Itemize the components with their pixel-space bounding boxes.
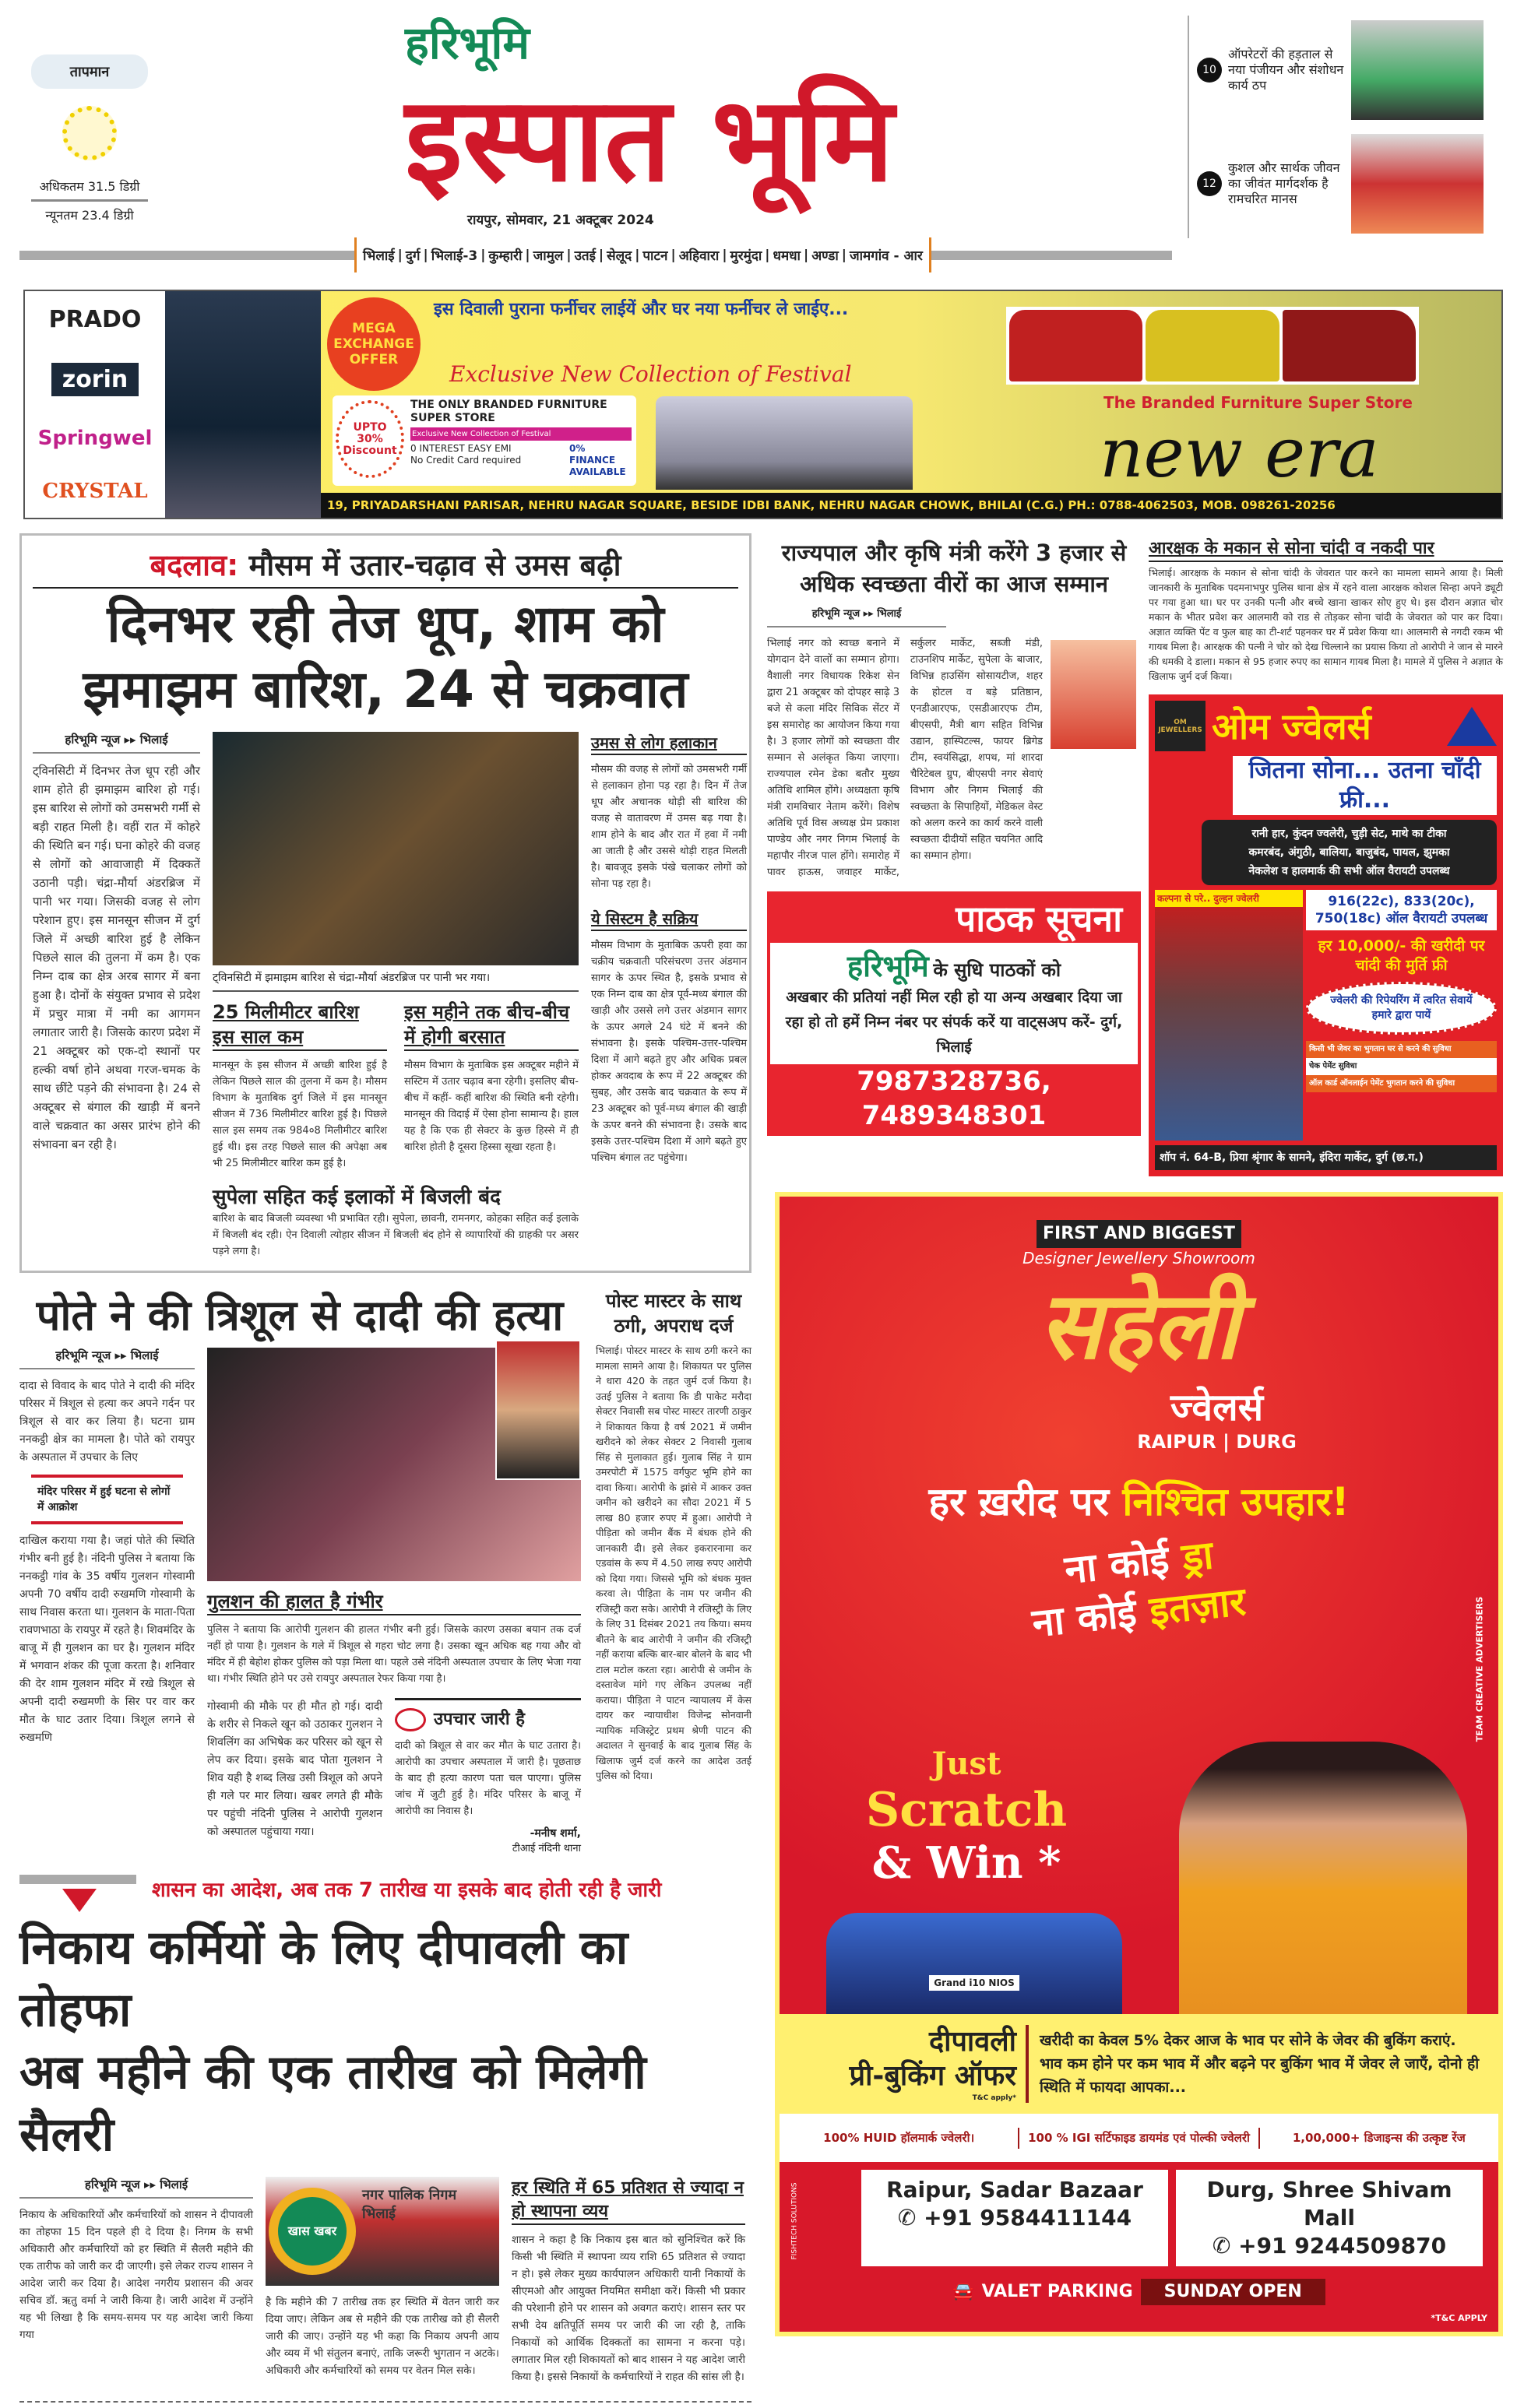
nav-separator: | [397, 247, 403, 263]
photo-caption: ट्विनसिटी में झमाझम बारिश से चंद्रा-मौर्या अंडरब्रिज पर पानी भर गया। [213, 965, 579, 992]
sub-body: मानसून के इस सीजन में अच्छी बारिश हुई है लेकिन पिछले साल की तुलना में कम है। मौसम विभाग के मुताबिक दुर्ग जिले में इस मानसून सीजन में 736 मिलीमीटर बारिश हुई है। पिछले साल इस समय तक 984०8 मिलीमीटर बारिश हुई थी। इस तरह पिछले साल की अपेक्षा अब भी 25 मिलीमीटर बारिश कम हुई है। [213, 1060, 387, 1169]
om-logo: OM JEWELLERS [1155, 701, 1206, 751]
offer-title: प्री-बुकिंग ऑफर [849, 2060, 1016, 2092]
quote-author: -मनीष शर्मा, [530, 1827, 581, 1840]
nav-separator: | [480, 247, 486, 263]
byline: हरिभूमि न्यूज ▸▸ भिलाई [767, 607, 946, 627]
store-card[interactable] [861, 2170, 1168, 2266]
hallmark-icon [1447, 707, 1497, 746]
sofa-image [656, 396, 913, 490]
facility-item: किसी भी जेवर का भुगतान घर से करने की सुविधा [1306, 1041, 1497, 1058]
story-kicker [33, 547, 738, 589]
prize-car-image [826, 1913, 1122, 2014]
brand-logo: PRADO [48, 306, 142, 334]
brand-logo: CRYSTAL [42, 479, 148, 503]
story-body: भिलाई। आरक्षक के मकान से सोना चांदी के जेवरात पार करने का मामला सामने आया है। मिली जानकारी के मुताबिक पदमनाभपुर पुलिस थाना क्षेत्र में रहने वाला आरक्षक कोशल सिन्हा अपने ड्यूटी पर गया हुआ था। घर पर उनकी पत्नी और बच्चे खाना खाकर सोए हुए थे। इस दौरान अज्ञात चोर मकान के भीतर प्रवेश कर आलमारी को राड से तोड़कर सोना चांदी के जेवरात को पार कर दिया। अज्ञात व्यक्ति पेंट व फुल बाह का टी-शर्ट पहनकर घर में प्रवेश किया था। आलमारी से नगदी रकम भी गायब मिला है। आरक्षक की पत्नी ने चोर को देख चिल्लाने का प्रयास किया तो आरोपी ने जान से मारने की धमकी दे डाला। मकान से 95 हजार रुपए का सामान गायब मिला है। मामले में पुलिस ने अज्ञात के खिलाफ जुर्म दर्ज किया। [1149, 567, 1503, 682]
story-body: दादा से विवाद के बाद पोते ने दादी की मंदिर परिसर में त्रिशूल से हत्या कर अपने गर्दन पर त्रिशूल से वार कर लिया है। घटना ग्राम ननकट्ठी क्षेत्र का मामला है। पोते को रायपुर के अस्पताल में उपचार के लिए [19, 1380, 195, 1464]
teaser-item[interactable] [1197, 129, 1507, 238]
brand-logo: zorin [51, 363, 139, 396]
saheli-jewellers-ad[interactable] [775, 1192, 1503, 2336]
nav-separator: | [841, 247, 846, 263]
story-headline-2[interactable]: अब महीने की एक तारीख को मिलेगी सैलरी [19, 2045, 646, 2162]
location-link[interactable]: सेलूद [607, 248, 632, 264]
story-body: है कि महीने की 7 तारीख तक हर स्थिति में वेतन जारी कर दिया जाए। लेकिन अब से महीने की एक तारीख को ही सैलरी जारी की जाए। उन्होंने यह भी कहा कि निकाय अपनी आय और व्यय में भी संतुलन बनाएं, ताकि जरूरी भुगतान न अटके। अधिकारी और कर्मचारियों को समय पर वेतन मिल सके। [266, 2296, 499, 2377]
mega-offer-badge: MEGA EXCHANGE OFFER [327, 297, 421, 391]
weather-story [19, 533, 751, 1273]
story-headline-1[interactable]: निकाय कर्मियों के लिए दीपावली का तोहफा [19, 1921, 628, 2037]
ad-headline: इस दिवाली पुराना फर्नीचर लाईयें और घर नया फर्नीचर ले जाईए... [434, 300, 849, 319]
sofa-red-image [1009, 310, 1142, 381]
nigam-photo [266, 2177, 499, 2286]
brand-logos [25, 291, 165, 518]
offer-text: खरीदी का केवल 5% देकर आज के भाव पर सोने के जेवर की बुकिंग कराएं. भाव कम होने पर कम भाव में और बढ़ने पर बुकिंग भाव में जेवर ले जाएँ, दोनो ही स्थिति में फायदा आपका... [1040, 2032, 1480, 2096]
offer-card [333, 395, 636, 486]
store-phone: +91 9244509870 [1238, 2233, 1447, 2259]
nav-separator: | [525, 247, 530, 263]
tag-highlight: ड्रा [1180, 1532, 1216, 1581]
byline: हरिभूमि न्यूज ▸▸ भिलाई [19, 1348, 195, 1369]
offer-title: दीपावली [929, 2026, 1016, 2058]
scratch-text: & Win * [871, 1837, 1061, 1889]
brand-logo: Springwel [37, 426, 153, 450]
teaser-photo [1351, 134, 1484, 234]
pathak-suchna-box [767, 891, 1141, 1136]
only-store-text: THE ONLY BRANDED FURNITURE SUPER STORE [410, 399, 607, 424]
store-name: Durg, Shree Shivam Mall [1206, 2177, 1452, 2230]
notice-title: पाठक सूचना [956, 898, 1122, 940]
kicker-label: बदलाव: [150, 548, 239, 582]
location-link[interactable]: जामगांव - आर [849, 248, 923, 264]
phone-icon: ✆ [1212, 2233, 1239, 2259]
item-line: रानी हार, कुंदन ज्वलेरी, चुड़ी सेट, माथे का टीका [1251, 828, 1447, 840]
location-link[interactable]: मुरमुंदा [730, 248, 762, 264]
om-jewellers-ad[interactable] [1149, 694, 1503, 1176]
no-card-text: No Credit Card required [410, 455, 522, 466]
tag-text: ना कोई [1062, 1537, 1171, 1593]
rajyapal-story [767, 537, 1141, 881]
phone-icon: ✆ [897, 2205, 924, 2230]
nav-separator: | [803, 247, 809, 263]
quote-role: टीआई नंदिनी थाना [512, 1843, 581, 1854]
page-number: 12 [1197, 171, 1222, 196]
item-line: कमरबंद, अंगुठी, बालिया, बाजुबंद, पायल, झुमका [1248, 846, 1450, 859]
sun-icon [62, 106, 117, 160]
discount-badge: UPTO 30% Discount [336, 400, 404, 478]
nav-separator: | [722, 247, 727, 263]
feature-strip [780, 2114, 1498, 2162]
sunday-label: SUNDAY OPEN [1141, 2279, 1325, 2305]
arakshak-story [1149, 537, 1503, 684]
store-name: Raipur, Sadar Bazaar [886, 2177, 1143, 2202]
story-headline[interactable]: राज्यपाल और कृषि मंत्री करेंगे 3 हजार से अधिक स्वच्छता वीरों का आज सम्मान [781, 540, 1127, 597]
feature-item: 100% HUID हॉलमार्क ज्वेलरी। [780, 2128, 1019, 2149]
tc-note: T&C apply* [972, 2094, 1016, 2102]
chaise-image [1283, 310, 1416, 381]
left-column [19, 533, 751, 2403]
weather-label: तापमान [31, 54, 148, 89]
location-link[interactable]: अहिवारा [678, 248, 720, 264]
story-body: दाखिल कराया गया है। जहां पोते की स्थिति गंभीर बनी हुई है। नंदिनी पुलिस ने बताया कि ननकट्ठी गांव के 35 वर्षीय गुलशन गोस्वामी अपनी 70 वर्षीय दादी रुखमणि गोस्वामी के साथ निवास करता था। गुलशन के माता-पिता रावणभाठा के रायपुर में रहते है। शिवमंदिर के बाजू में ही गुलशन का घर है। गुलशन मंदिर में भगवान शंकर की पूजा करता है। शनिवार की देर शाम गुलशन मंदिर में रखे त्रिशूल से अपनी दादी रुखमणी के सिर पर वार कर मौत के घाट उतार दिया। त्रिशूल लगने से रुखमणि [19, 1534, 195, 1744]
teaser-text: ऑपरेटरों की हड़ताल से नया पंजीयन और संशोधन कार्य ठप [1228, 47, 1344, 93]
location-nav [354, 237, 931, 272]
tag-text: हर ख़रीद पर [928, 1479, 1109, 1524]
location-link[interactable]: उतई [574, 248, 596, 264]
pote-story [19, 1288, 751, 1856]
facility-list [1306, 1041, 1497, 1092]
saheli-logo: सहेली [1038, 1272, 1240, 1380]
scratch-text: Scratch [865, 1783, 1068, 1837]
page-number: 10 [1197, 58, 1222, 83]
location-link[interactable]: धमधा [773, 248, 801, 264]
dateline: रायपुर, सोमवार, 21 अक्टूबर 2024 [467, 213, 654, 228]
max-temp: अधिकतम 31.5 डिग्री [31, 178, 148, 202]
showroom-sub: Designer Jewellery Showroom [1022, 1249, 1255, 1267]
om-items [1202, 820, 1497, 885]
cities: RAIPUR | DURG [1137, 1431, 1297, 1453]
om-name: ओम ज्वेलर्स [1212, 705, 1371, 747]
ad-tagline: The Branded Furniture Super Store [1103, 393, 1413, 412]
bridal-tag: कल्पना से परे.. दुल्हन ज्वेलरी [1155, 890, 1303, 907]
om-offer: जितना सोना... उतना चाँदी फ्री... [1233, 756, 1497, 815]
chevron-down-icon [19, 1875, 136, 1906]
gift-text: हर 10,000/- की खरीदी पर चांदी की मुर्ति फ्री [1318, 937, 1485, 974]
newera-logo: new era [1100, 413, 1379, 493]
subhead: उमस से लोग हलाकान [591, 732, 747, 755]
accused-photo [495, 1340, 581, 1480]
story-body: गोस्वामी की मौके पर ही मौत हो गई। दादी के शरीर से निकले खून को उठाकर गुलशन ने शिवलिंग का अभिषेक कर परिसर को खून से लेप कर दिया। इसके बाद पोता गुलशन ने शिव यही है शब्द लिख उसी त्रिशूल को अपने ही गले पर मार लिया। खबर लगते ही मौके पर पहुंची नंदिनी पुलिस ने आरोपी गुलशन को अस्पातल पहुंचाया गया। [207, 1700, 382, 1838]
location-link[interactable]: भिलाई-3 [431, 248, 478, 264]
masthead-logo: इस्पात भूमि [405, 72, 894, 208]
purity-text: 916(22c), 833(20c), 750(18c) ऑल वैरायटी उपलब्ध [1306, 890, 1497, 930]
ad-address: 19, PRIYADARSHANI PARISAR, NEHRU NAGAR SQUARE, BESIDE IDBI BANK, NEHRU NAGAR CHOWK, BHILAI (C.G.) PH.: 0788-4062503, MOB. 098261-20256 [321, 493, 1501, 518]
subhead: 25 मिलीमीटर बारिश इस साल कम [213, 1000, 387, 1051]
nikay-story [19, 1875, 751, 2403]
byline: हरिभूमि न्यूज ▸▸ भिलाई [19, 2177, 253, 2199]
story-kicker: शासन का आदेश, अब तक 7 तारीख या इसके बाद होती रही है जारी [152, 1879, 662, 1902]
nav-separator: | [765, 247, 770, 263]
feature-item: 1,00,000+ डिजाइन्स की उत्कृष्ट रेंज [1292, 2130, 1466, 2145]
sofa-yellow-image [1146, 310, 1279, 381]
location-link[interactable]: जामुल [533, 248, 564, 264]
page-divider [19, 2401, 751, 2403]
shivling-photo [207, 1348, 581, 1581]
location-link[interactable]: पाटन [642, 248, 668, 264]
story-headline[interactable]: पोते ने की त्रिशूल से दादी की हत्या [36, 1291, 564, 1340]
notice-line: के सुधि पाठकों को [933, 959, 1061, 981]
sub-body: शासन ने कहा है कि निकाय इस बात को सुनिश्चित करें कि किसी भी स्थिति में स्थापना व्यय राशि 65 प्रतिशत से ज्यादा न हो। इसे लेकर मुख्य कार्यपालन अधिकारी यानी निकायों के सीएमओ और आयुक्त नियमित समीक्षा करें। किसी भी प्रकार की परेशानी होने पर शासन को अवगत कराएं। शासन स्तर पर सभी देय क्षतिपूर्ति समय पर जारी की जा रही है, ताकि निकायों को आर्थिक दिक्कतों का सामना न करना पड़े। लगातार मिल रही शिकायतों को बाद शासन ने यह आदेश जारी किया है। इससे निकायों के कर्मचारियों ने राहत की सांस ली है। [512, 2234, 745, 2383]
notice-text: अखबार की प्रतियां नहीं मिल रही हो या अन्य अखबार दिया जा रहा हो तो हमें निम्न नंबर पर संपर्क करें या वाट्सअप करें- दुर्ग, भिलाई [785, 989, 1123, 1056]
repair-badge: ज्वेलरी की रिपेयरिंग में त्वरित सेवायें हमारे द्वारा पायें [1306, 982, 1497, 1035]
nav-separator: | [635, 247, 640, 263]
finance-text: 0% FINANCE AVAILABLE [569, 443, 626, 477]
story-body: भिलाई। पोस्टर मास्टर के साथ ठगी करने का मामला सामने आया है। शिकायत पर पुलिस ने धारा 420 के तहत जुर्म दर्ज किया है। उतई पुलिस ने बताया कि डी पाकेट मरौदा सेक्टर निवासी सब पोस्ट मास्टर तारणी ठाकुर ने शिकायत किया है वर्ष 2021 में जमीन खरीदने को लेकर सेक्टर 2 निवासी गुलाब सिंह से मुलाकात हुई। गुलाब सिंह ने ग्राम उमरपोटी में 1575 वर्गफुट भूमि होने का दावा किया। आरोपी के झांसे में आकर उक्त जमीन को खरीदने का सौदा 2021 में 5 लाख 80 हजार रुपए में हुआ। आरोपी ने पीड़िता को जमीन बैंक में बंधक होने की जानकारी दी। इसे लेकर इकरारनामा कर एडवांस के रूप में 4.50 लाख रुपए आरोपी को दिया गया। जिससे भूमि को बंधक मुक्त करवा ले। पीड़िता के नाम पर जमीन की रजिस्ट्री करा सके। आरोपी ने रजिस्ट्री के लिए के लिए 31 दिसंबर 2021 तय किया। समय बीतने के बाद आरोपी ने जमीन की रजिस्ट्री नहीं कराया बल्कि बार-बार बोलने के बाद भी टाल मटोल करता रहा। आरोपी से जमीन के दस्तावेज मांगे गए लेकिन उपलब्ध नहीं कराया। पीड़िता ने पाटन न्यायालय में केस दायर कर न्यायाधीश विजेन्द्र सोनवानी न्यायिक मजिस्ट्रेट प्रथम श्रेणी पाटन की अदालत ने सुनवाई के बाद गुलाब सिंह के खिलाफ जुर्म दर्ज करने का आदेश उतई पुलिस को दिया। [596, 1345, 751, 1781]
scratch-win-badge [803, 1745, 1130, 1889]
feature-item: 100 % IGI सर्टिफाइड डायमंड एवं पोल्की ज्वेलरी [1019, 2128, 1259, 2149]
speech-bubble-icon [395, 1708, 426, 1731]
furniture-thumbs [1006, 307, 1419, 385]
highlight-box: मंदिर परिसर में हुई घटना से लोगों में आक्रोश [31, 1475, 183, 1524]
story-headline[interactable]: दिनभर रही तेज धूप, शाम को झमाझम बारिश, 24 से चक्रवात [83, 594, 688, 719]
location-link[interactable]: अण्डा [811, 248, 839, 264]
item-line: नेकलेश व हालमार्क की सभी ऑल वैरायटी उपलब्ध [1248, 865, 1450, 877]
notice-brand: हरिभूमि [846, 949, 929, 983]
newera-ad[interactable] [23, 290, 1503, 519]
sub-body: मौसम विभाग के मुताबिक ऊपरी हवा का चक्रीय चक्रवाती परिसंचरण उत्तर अंडमान सागर के ऊपर स्थित है, इसके प्रभाव से एक निम्न दाब का क्षेत्र पूर्व-मध्य बंगाल की खाड़ी और उससे लगे उत्तर अंडमान सागर के ऊपर अगले 24 घंटे में बनने की संभावना है। इसके पश्चिम-उत्तर-पश्चिम दिशा में आगे बढ़ते हुए और अधिक प्रबल होकर अवदाब के रूप में 22 अक्टूबर की सुबह, और उसके बाद चक्रवात के रूप में 23 अक्टूबर को पूर्व-मध्य बंगाल की खाड़ी के ऊपर बनने की संभावना है। उसके बाद इसके उत्तर-पश्चिम दिशा में आगे बढ़ते हुए पश्चिम बंगाल तट पहुंचेगा। [591, 940, 747, 1164]
teaser-list [1188, 16, 1507, 238]
location-link[interactable]: भिलाई [363, 248, 395, 264]
story-body: ट्विनसिटी में दिनभर तेज धूप रही और शाम होते ही झमाझम बारिश हो गई। इस बारिश से लोगों को उमसभरी गर्मी से बड़ी राहत मिली है। वहीं रात में कोहरे की स्थिति बन गई। घना कोहरे की वजह से लोगों को आवाजाही में दिक्कतें उठानी पड़ी। चंद्रा-मौर्या अंडरब्रिज में पानी भर गया। जिसकी वजह से लोग परेशान हुए। इस मानसून सीजन में दुर्ग जिले में अच्छी बारिश हुई है लेकिन पिछले साल की तुलना में कम है। एक निम्न दाब का क्षेत्र अरब सागर में बना हुआ है। दोनों के संयुक्त प्रभाव से प्रदेश में प्रचुर मात्रा में नमी का आगमन लगातार जारी है। जिसके कारण प्रदेश में 21 अक्टूबर को एक-दो स्थानों पर हल्की वर्षा होने अथवा गरज-चमक के साथ छींटे पड़ने की संभावना है। 24 से अक्टूबर से बंगाल की खाड़ी में बनने वाले चक्रवात का असर प्रारंभ होने की संभावना बन रही है। [33, 764, 200, 1151]
agency-credit: FISHTECH SOLUTIONS [790, 2182, 799, 2260]
min-temp: न्यूनतम 23.4 डिग्री [45, 208, 134, 223]
notice-phones[interactable]: 7987328736, 7489348301 [857, 1066, 1051, 1131]
car-plate: Grand i10 NIOS [929, 1975, 1019, 1991]
teaser-item[interactable] [1197, 16, 1507, 125]
sub-body: मौसम विभाग के मुताबिक इस अक्टूबर महीने में सस्टिम में उतार चढ़ाव बना रहेगी। इसलिए बीच-बीच में कहीं- कहीं बारिश की स्थिति बनी रहेगी। मानसून की विदाई में ऐसा होना सामान्य है। हाल यह है कि एक ही सेक्टर के कुछ हिस्से में ही बारिश होती है दूसरा हिस्सा सूखा रहता है। [404, 1060, 579, 1153]
sub-body: पुलिस ने बताया कि आरोपी गुलशन की हालत गंभीर बनी हुई। जिसके कारण उसका बयान तक दर्ज नहीं हो पाया है। गुलशन के गले में त्रिशूल से गहरा चोट लगा है। उसका खून अधिक बह गया और वो मंदिर में ही बेहोश होकर पुलिस को पड़ा मिला था। पहले उसे नंदिनी अस्पताल उपचार के लिए भेजा गया था। गंभीर स्थिति होने पर उसे रायपुर अस्पताल रेफर किया गया है। [207, 1624, 581, 1685]
minister-photo [1051, 640, 1136, 749]
first-biggest-badge: FIRST AND BIGGEST [1037, 1220, 1241, 1248]
brand-small: हरिभूमि [405, 16, 530, 69]
nav-separator: | [598, 247, 604, 263]
nav-separator: | [423, 247, 428, 263]
store-photo [165, 291, 321, 518]
tag-highlight: निश्चित उपहार! [1122, 1479, 1350, 1524]
subhead: गुलशन की हालत है गंभीर [207, 1589, 581, 1615]
story-headline[interactable]: पोस्ट मास्टर के साथ ठगी, अपराध दर्ज [605, 1290, 742, 1337]
subhead: सुपेला सहित कई इलाकों में बिजली बंद [213, 1186, 501, 1209]
om-address: शॉप नं. 64-B, प्रिया श्रृंगार के सामने, इंदिरा मार्केट, दुर्ग (छ.ग.) [1155, 1145, 1497, 1170]
byline: हरिभूमि न्यूज ▸▸ भिलाई [33, 732, 200, 754]
pink-tag: Exclusive New Collection of Festival [410, 427, 632, 441]
khas-khabar-badge: खास खबर [269, 2188, 356, 2275]
store-card[interactable] [1176, 2170, 1483, 2266]
scratch-text: Just [931, 1745, 1001, 1782]
sub-body: मौसम की वजह से लोगों को उमसभरी गर्मी से हलाकान होना पड़ रहा है। दिन में तेज धूप और अचानक थोड़ी सी बारिश की वजह से वातावरण में उमस बढ़ गया है। शाम होने के बाद और रात में हवा में नमी आ जाती है और उससे थोड़ी राहत मिलती है। बावजूद इसके पंखे चलाकर लोगों को सोना पड़ रहा है। [591, 764, 747, 890]
facility-item: ऑल कार्ड ऑनलाईन पेमेंट भुगतान करने की सुविधा [1306, 1075, 1497, 1092]
subhead: हर स्थिति में 65 प्रतिशत से ज्यादा न हो स्थापना व्यय [512, 2177, 745, 2225]
tag-highlight: इतज़ार [1147, 1578, 1248, 1634]
photo-sign: नगर पालिक निगम भिलाई [362, 2187, 457, 2222]
model-image [1179, 1742, 1467, 2014]
valet-label: VALET PARKING [981, 2282, 1133, 2301]
teaser-text: कुशल और सार्थक जीवन का जीवंत मार्गदर्शक है रामचरित मानस [1228, 160, 1340, 206]
tc-note: *T&C APPLY [1431, 2313, 1487, 2323]
subhead: ये सिस्टम है सक्रिय [591, 908, 747, 931]
facility-item: चेक पेमेंट सुविधा [1306, 1058, 1497, 1075]
teaser-photo [1351, 20, 1484, 120]
saheli-logo-sub: ज्वेलर्स [1170, 1386, 1264, 1429]
location-link[interactable]: कुम्हारी [488, 248, 523, 264]
location-link[interactable]: दुर्ग [405, 248, 421, 264]
subhead: इस महीने तक बीच-बीच में होगी बरसात [404, 1000, 579, 1051]
kicker-text: मौसम में उतार-चढ़ाव से उमस बढ़ी [248, 548, 621, 582]
nav-separator: | [671, 247, 676, 263]
story-body: निकाय के अधिकारियों और कर्मचारियों को शासन ने दीपावली का तोहफा 15 दिन पहले ही दे दिया है। निगम के सभी अधिकारी और कर्मचारियों को हर स्थिति में सैलरी महीने की एक तारीफ को जारी कर दी जाएगी। इसे लेकर राज्य शासन ने आदेश जारी कर दिया है। आदेश नगरीय प्रशासन की अवर सचिव डॉ. ऋतु वर्मा ने जारी किया है। जारी आदेश में उन्होंने यह भी लिखा है कि समय-समय पर यह आदेश जारी किया गया [19, 2209, 253, 2341]
quote-body: दादी को त्रिशूल से वार कर मौत के घाट उतारा है। आरोपी का उपचार अस्पताल में जारी है। पूछताछ के बाद ही हत्या कारण पता चल पाएगा। पुलिस जांच में जुटी हुई है। मंदिर परिसर के बाजू में आरोपी का निवास है। [395, 1740, 581, 1817]
agency-credit: TEAM CREATIVE ADVERTISERS [1474, 1596, 1485, 1742]
ad-script: Exclusive New Collection of Festival [449, 361, 852, 387]
right-area [767, 537, 1503, 2336]
car-icon: 🚘 [952, 2282, 974, 2301]
story-headline[interactable]: आरक्षक के मकान से सोना चांदी व नकदी पार [1149, 537, 1503, 562]
sub-body: बारिश के बाद बिजली व्यवस्था भी प्रभावित रही। सुपेला, छावनी, रामनगर, कोहका सहित कई इलाके में बिजली बंद रही। ऐन दिवाली त्योहार सीजन में बिजली बंद होने से व्यापारियों की ग्राहकी पर असर पड़ने लगा है। [213, 1213, 579, 1257]
nav-separator: | [566, 247, 572, 263]
tag-text: ना कोई [1030, 1590, 1139, 1647]
story-body: भिलाई नगर को स्वच्छ बनाने में योगदान देने वालों का सम्मान होगा। वैशाली नगर विधायक रिकेश सेन द्वारा 21 अक्टूबर को दोपहर साढ़े 3 बजे से कला मंदिर सिविक सेंटर में इस समारोह का आयोजन किया गया है। 3 हजार लोगों को स्वच्छता वीर सम्मान से अलंकृत किया जाएगा। राज्यपाल रमेन डेका बतौर मुख्य अतिथि शामिल होंगे। अध्यक्षता कृषि मंत्री रामविचार नेताम करेंगे। विशेष अतिथि पूर्व विस अध्यक्ष प्रेम प्रकाश पाण्डेय और नगर निगम भिलाई के महापौर नीरज पाल होंगे। समारोह में पावर हाऊस, जवाहर मार्केट, सर्कुलर मार्केट, सब्जी मंडी, टाउनशिप मार्केट, सुपेला के बाजार, विभिन्न हाउसिंग सोसायटीज, शहर के होटल व बड़े प्रतिष्ठान, एनडीआरएफ, एसडीआरएफ टीम, बीएसपी, मैत्री बाग सहित विभिन्न उद्यान, हास्पिटल्स, फायर ब्रिगेड टीम, स्वयंसिद्धा, शपथ, मां शारदा चैरिटेबल ग्रुप, बीएसपी नगर सेवाएं विभाग और निगम भिलाई की स्वच्छता के सिपाहियों, मेडिकल वेस्ट को अलग करने का कार्य करने वाली स्वच्छता दीदीयों सहित चयनित आदि का सम्मान होगा। [767, 638, 1043, 878]
emi-text: 0 INTEREST EASY EMI [410, 443, 512, 454]
weather-box [31, 54, 148, 223]
store-photo [1155, 907, 1303, 1141]
quote-title: उपचार जारी है [434, 1710, 525, 1729]
store-phone: +91 9584411144 [924, 2205, 1132, 2230]
underbridge-photo [213, 732, 579, 965]
